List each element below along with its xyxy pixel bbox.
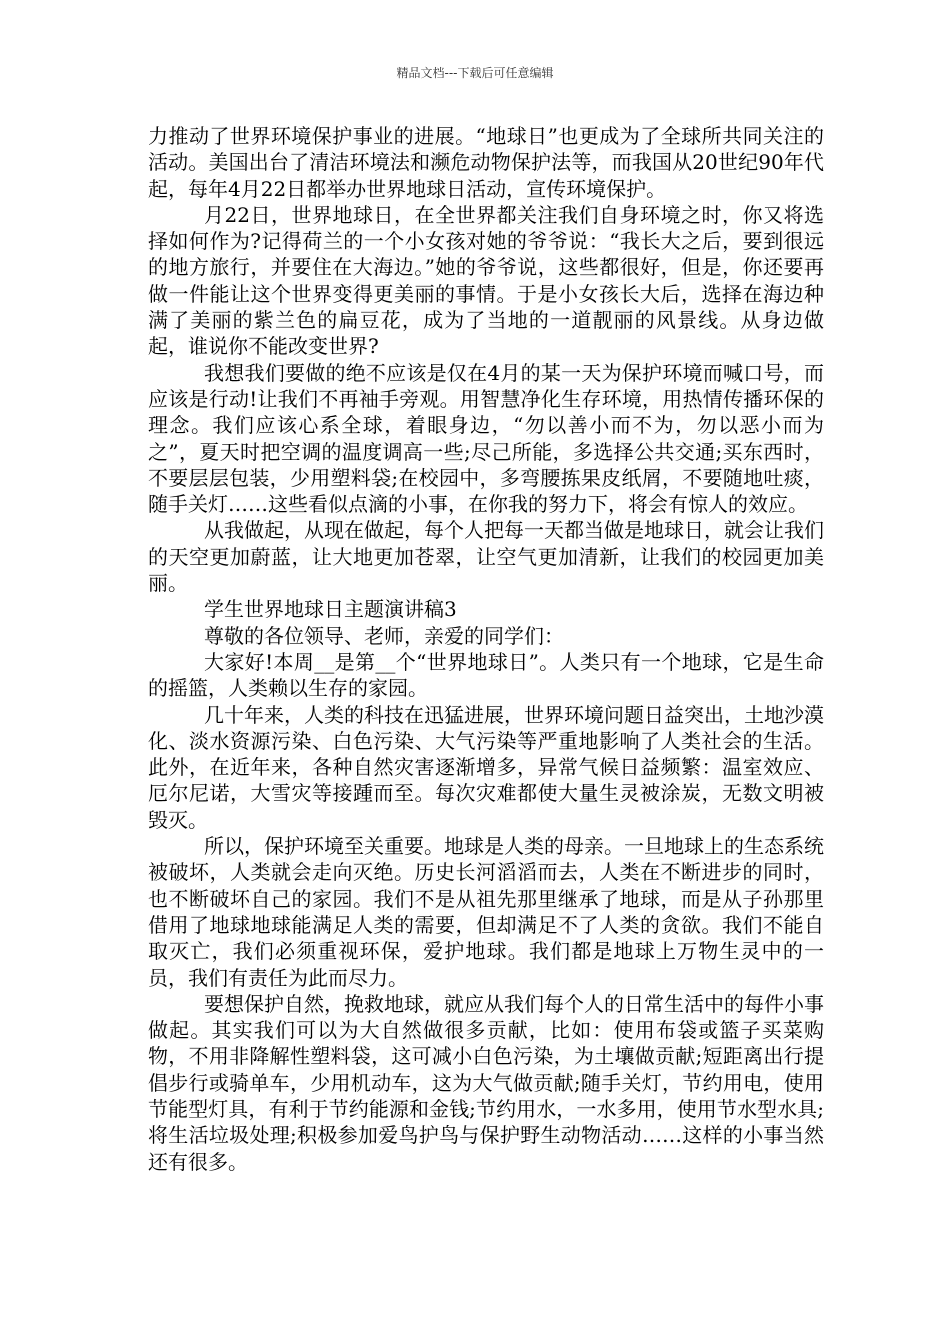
- document-body: [148, 123, 824, 1175]
- paragraph: 所以，保护环境至关重要。地球是人类的母亲。一旦地球上的生态系统被破坏，人类就会走向灭绝。历史长河滔滔而去，人类在不断进步的同时，也不断破坏自己的家园。我们不是从祖先那里继承了地球，而是从子孙那里借用了地球地球能满足人类的需要，但却满足不了人类的贪欲。我们不能自取灭亡，我们必须重视环保，爱护地球。我们都是地球上万物生灵中的一员，我们有责任为此而尽力。: [148, 834, 824, 990]
- salutation: 尊敬的各位领导、老师，亲爱的同学们：: [204, 623, 564, 648]
- section-title: 学生世界地球日主题演讲稿3: [204, 597, 457, 622]
- paragraph: 力推动了世界环境保护事业的进展。“地球日”也更成为了全球所共同关注的活动。美国出台了清洁环境法和濒危动物保护法等，而我国从20世纪90年代起，每年4月22日都举办世界地球日活动，宣传环境保护。: [148, 124, 824, 201]
- page-header: 精品文档---下载后可任意编辑: [396, 66, 554, 80]
- paragraph: 我想我们要做的绝不应该是仅在4月的某一天为保护环境而喊口号，而应该是行动!让我们不再袖手旁观。用智慧净化生存环境，用热情传播环保的理念。我们应该心系全球，着眼身边，“勿以善小而不为，勿以恶小而为之”，夏天时把空调的温度调高一些;尽己所能，多选择公共交通;买东西时，不要层层包装，少用塑料袋;在校园中，多弯腰拣果皮纸屑，不要随地吐痰，随手关灯……这些看似点滴的小事，在你我的努力下，将会有惊人的效应。: [148, 360, 824, 517]
- paragraph: 几十年来，人类的科技在迅猛进展，世界环境问题日益突出，土地沙漠化、淡水资源污染、白色污染、大气污染等严重地影响了人类社会的生活。此外，在近年来，各种自然灾害逐渐增多，异常气候日益频繁：温室效应、厄尔尼诺，大雪灾等接踵而至。每次灾难都使大量生灵被涂炭，无数文明被毁灭。: [148, 702, 824, 832]
- paragraph: 大家好!本周__是第__个“世界地球日”。人类只有一个地球，它是生命的摇篮，人类赖以生存的家园。: [148, 649, 824, 701]
- paragraph: 要想保护自然，挽救地球，就应从我们每个人的日常生活中的每件小事做起。其实我们可以为大自然做很多贡献，比如：使用布袋或篮子买菜购物，不用非降解性塑料袋，这可减小白色污染，为土壤做贡献;短距离出行提倡步行或骑单车，少用机动车，这为大气做贡献;随手关灯，节约用电，使用节能型灯具，有利于节约能源和金钱;节约用水，一水多用，使用节水型水具;将生活垃圾处理;积极参加爱鸟护鸟与保护野生动物活动……这样的小事当然还有很多。: [148, 991, 824, 1174]
- paragraph: 从我做起，从现在做起，每个人把每一天都当做是地球日，就会让我们的天空更加蔚蓝，让大地更加苍翠，让空气更加清新，让我们的校园更加美丽。: [148, 518, 824, 596]
- paragraph: 月22日，世界地球日，在全世界都关注我们自身环境之时，你又将选择如何作为?记得荷兰的一个小女孩对她的爷爷说：“我长大之后，要到很远的地方旅行，并要住在大海边。”她的爷爷说，这些都很好，但是，你还要再做一件能让这个世界变得更美丽的事情。于是小女孩长大后，选择在海边种满了美丽的紫兰色的扁豆花，成为了当地的一道靓丽的风景线。从身边做起，谁说你不能改变世界?: [148, 202, 824, 359]
